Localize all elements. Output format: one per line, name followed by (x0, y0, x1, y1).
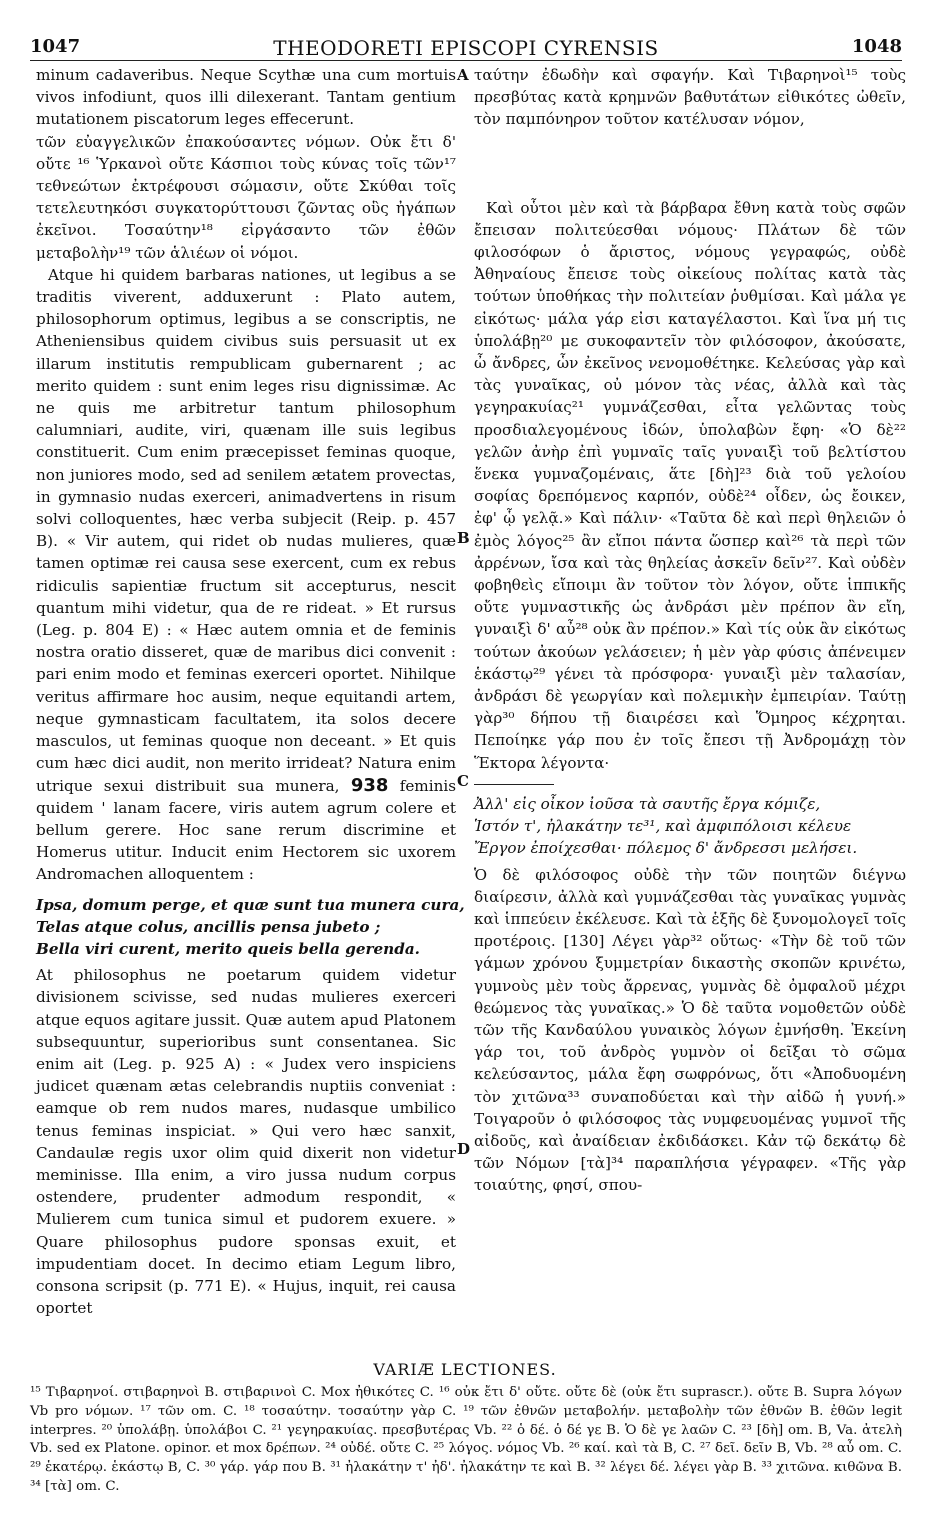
greek-paragraph-2: Καὶ οὗτοι μὲν καὶ τὰ βάρβαρα ἔθνη κατὰ τοὺς σφῶν ἔπεισαν πολιτεύεσθαι νόμους· Πλάτων δὲ τῶν φιλοσόφων ὁ ἄριστος, νόμους γεγραφώς, οὐδὲ Ἀθηναίους ἔπεισε τοὺς οἰκείους πολίτας κατὰ τὰς τούτων ὑποθήκας τὴν πολιτείαν ῥυθμίσαι. Καὶ μάλα γε εἰκότως· μάλα γάρ εἰσι καταγέλαστοι. Καὶ ἵνα μή τις ὑπολάβῃ²⁰ με συκοφαντεῖν τὸν φιλόσοφον, ἀκούσατε, ὦ ἄνδρες, ὧν ἐκεῖνος νενομοθέτηκε. Κελεύσας γὰρ καὶ τὰς γυναῖκας, οὐ μόνον τὰς νέας, ἀλλὰ καὶ τὰς γεγηρακυίας²¹ γυμνάζεσθαι, εἶτα γελῶντας τοὺς προσδιαλεγομένους ἰδών, ὑπολαβὼν ἔφη· «Ὁ δὲ²² γελῶν ἀνὴρ ἐπὶ γυμναῖς ταῖς γυναιξὶ τοῦ βελτίστου ἕνεκα γυμναζομέναις, ἅτε [δὴ]²³ διὰ τοῦ γελοίου σοφίας δρεπόμενος καρπόν, οὐδὲ²⁴ οἶδεν, ὡς ἔοικεν, ἐφ' ᾧ γελᾷ.» Καὶ πάλιν· «Ταῦτα δὲ καὶ περὶ θηλειῶν ὁ ἐμὸς λόγος²⁵ ἂν εἴποι πάντα ὥσπερ καὶ²⁶ τὰ περὶ τῶν ἀρρένων, ἴσα καὶ τὰς θηλείας ἀσκεῖν δεῖν²⁷. Καὶ οὐδὲν φοβηθεὶς εἴποιμι ἂν τοῦτον τὸν λόγον, οὔτε ἱππικῆς οὔτε γυμναστικῆς ὡς ἀνδράσι μὲν πρέπον ἂν εἴη, γυναιξὶ δ' αὖ²⁸ οὐκ ἂν πρέπον.» Καὶ τίς οὐκ ἂν εἰκότως τούτων ἀκούων γελάσειεν; ἡ μὲν γὰρ φύσις ἀπένειμεν ἑκάστῳ²⁹ γένει τὰ πρόσφορα· γυναιξὶ μὲν ταλασίαν, ἀνδράσι δὲ γεωργίαν καὶ πολεμικὴν ἐμπειρίαν. Ταύτῃ γὰρ³⁰ δήπου τῇ διαιρέσει καὶ Ὅμηρος κέχρηται. Πεποίηκε γάρ που ἐν τοῖς ἔπεσι τῇ Ἀνδρομάχῃ τὸν Ἕκτορα λέγοντα· (474, 198, 906, 772)
greek-verse (474, 793, 906, 860)
column-number: 938 (350, 774, 389, 796)
greek-verse-line: Ἱστόν τ', ἠλακάτην τε³¹, καὶ ἀμφιπόλοισι κέλευε (474, 817, 852, 836)
page-header (30, 36, 902, 61)
greek-verse-line: Ἔργον ἐποίχεσθαι· πόλεμος δ' ἄνδρεσσι μελήσει. (474, 839, 858, 858)
greek-paragraph-1: ταύτην ἐδωδὴν καὶ σφαγήν. Καὶ Τιβαρηνοὶ¹⁵ τοὺς πρεσβύτας κατὰ κρημνῶν βαθυτάτων εἰθικότες ὠθεῖν, τὸν παμπόνηρον τοῦτον κατέλυσαν νόμον, (474, 66, 906, 129)
latin-verse-line: Ipsa, domum perge, et quæ sunt tua munera cura, (36, 895, 465, 914)
latin-paragraph-2b: feminis quidem ' lanam facere, viris autem agrum colere et bellum gerere. Hoc sane rerum discrimine et Homerus utitur. Inducit enim Hectorem sic uxorem Andromachen alloquentem : (36, 776, 457, 884)
variae-lectiones-title: VARIÆ LECTIONES. (373, 1360, 557, 1379)
right-page-number: 1048 (851, 36, 902, 57)
greek-run-over-text: τῶν εὐαγγελικῶν ἐπακούσαντες νόμων. Οὐκ ἔτι δ' οὔτε ¹⁶ Ὑρκανοὶ οὔτε Κάσπιοι τοὺς κύνας τοῖς τῶν¹⁷ τεθνεώτων ἐκτρέφουσι σώμασιν, οὔτε Σκύθαι τοῖς τετελευτηκόσι συγκατορύττουσι ζῶντας οὓς ἠγάπων ἐκεῖνοι. Τοσαύτην¹⁸ εἰργάσαντο τῶν ἐθῶν μεταβολὴν¹⁹ τῶν ἁλιέων οἱ νόμοι. (36, 132, 456, 262)
margin-marker-d: D (457, 1140, 471, 1158)
left-page-number: 1047 (30, 36, 81, 57)
latin-paragraph-3: At philosophus ne poetarum quidem videtur divisionem scivisse, sed nudas mulieres exerceri atque equos agitare jussit. Quæ autem apud Platonem subsequuntur, superioribus sunt consentanea. Sic enim ait (Leg. p. 925 A) : « Judex vero inspiciens judicet quænam ætas celebrandis nuptiis conveniat : eamque ob rem nudos mares, nudasque umbilico tenus feminas inspiciat. » Qui vero hæc sanxit, Candaulæ regis uxor olim quid dixerit non videtur meminisse. Illa enim, a viro jussa nudum corpus ostendere, prudenter admodum respondit, « Mulierem cum tunica simul et pudorem exuere. » Quare philosophus pudore sponsas exuit, et impudentiam docet. In decimo etiam Legum libro, consona scripsit (p. 771 E). « Hujus, inquit, rei causa oportet (36, 966, 456, 1318)
margin-marker-a: A (457, 66, 469, 84)
divider (474, 784, 554, 785)
running-title: THEODORETI EPISCOPI CYRENSIS (273, 36, 659, 60)
latin-paragraph-1: minum cadaveribus. Neque Scythæ una cum mortuis vivos infodiunt, quos illi dilexerant. Tantam gentium mutationem piscatorum leges effecerunt. (36, 66, 456, 129)
greek-column (474, 64, 906, 1197)
greek-verse-line: Ἀλλ' εἰς οἶκον ἰοῦσα τὰ σαυτῆς ἔργα κόμιζε, (474, 794, 821, 813)
greek-paragraph-3: Ὁ δὲ φιλόσοφος οὐδὲ τὴν τῶν ποιητῶν διέγνω διαίρεσιν, ἀλλὰ καὶ γυμνάζεσθαι τὰς γυναῖκας γυμνὰς καὶ ἱππεύειν ἐκέλευσε. Καὶ τὰ ἑξῆς δὲ ξυνομολογεῖ τοῖς προτέροις. [130] Λέγει γὰρ³² οὕτως· «Τὴν δὲ τοῦ τῶν γάμων χρόνου ξυμμετρίαν δικαστὴς σκοπῶν κρινέτω, γυμνοὺς μὲν τοὺς ἄρρενας, γυμνὰς δὲ ὀμφαλοῦ μέχρι θεώμενος τὰς γυναῖκας.» Ὁ δὲ ταῦτα νομοθετῶν οὐδὲ τῶν τῆς Κανδαύλου γυναικὸς λόγων ἐμνήσθη. Ἐκείνη γάρ τοι, τοῦ ἀνδρὸς γυμνὸν οἱ δεῖξαι τὸ σῶμα κελεύσαντος, μάλα ἔφη σωφρόνως, ὅτι «Ἀποδυομένη τὸν χιτῶνα³³ συναποδύεται καὶ τὴν αἰδῶ ἡ γυνή.» Τοιγαροῦν ὁ φιλόσοφος τὰς νυμφευομένας γυμνοῖ τῆς αἰδοῦς, καὶ ἀναίδειαν ἐκδιδάσκει. Κἀν τῷ δεκάτῳ δὲ τῶν Νόμων [τὰ]³⁴ παραπλήσια γέγραφεν. «Τῆς γὰρ τοιαύτης, φησί, σπου- (474, 865, 906, 1195)
margin-marker-b: B (457, 529, 470, 547)
latin-paragraph-2 (36, 264, 456, 886)
latin-verse (36, 894, 465, 961)
latin-verse-line: Telas atque colus, ancillis pensa jubeto ; (36, 917, 381, 936)
latin-paragraph-2a: Atque hi quidem barbaras nationes, ut legibus a se traditis viverent, adduxerunt : Plato autem, philosophorum optimus, legibus a se conscriptis, ne Atheniensibus quidem civibus suis persuasit ut ex illarum institutis rempublicam gubernarent ; ac merito quidem : sunt enim leges risu dignissimæ. Ac ne quis me arbitretur tantum philosophum calumniari, audite, viri, quænam ille suis legibus constituerit. Cum enim præcepisset feminas quoque, non juniores modo, sed ad senilem ætatem provectas, in gymnasio nudas exerceri, animadvertens in risum solvi colloquentes, hæc verba subjecit (Reip. p. 457 B). « Vir autem, qui ridet ob nudas mulieres, quæ tamen optimæ rei causa sese exercent, cum ex rebus ridiculis sapientiæ fructum sit accepturus, nescit quantum mihi videtur, qua de re rideat. » Et rursus (Leg. p. 804 E) : « Hæc autem omnia et de feminis nostra oratio disseret, quæ de maribus dici convenit : pari enim modo et feminas exerceri oportet. Nihilque veritus affirmare hoc ausim, neque equitandi artem, neque gymnasticam facultatem, ita solos decere masculos, ut feminas quoque non deceant. » Et quis cum hæc dici audit, non merito irrideat? Natura enim utrique sexui distribuit sua munera, (36, 265, 456, 795)
latin-verse-line: Bella viri curent, merito queis bella gerenda. (36, 939, 420, 958)
latin-column (36, 64, 465, 1319)
margin-marker-c: C (457, 772, 469, 790)
variae-lectiones-text: ¹⁵ Τιβαρηνοί. στιβαρηνοὶ B. στιβαρινοὶ C. Mox ἠθικότες C. ¹⁶ οὐκ ἔτι δ' οὔτε. οὔτε δὲ (οὐκ ἔτι suprascr.). οὔτε B. Supra λόγων Vb pro νόμων. ¹⁷ τῶν om. C. ¹⁸ τοσαύτην. τοσαύτην γὰρ C. ¹⁹ τῶν ἐθνῶν μεταβολήν. μεταβολὴν τῶν ἐθνῶν B. ἐθῶν legit interpres. ²⁰ ὑπολάβῃ. ὑπολάβοι C. ²¹ γεγηρακυίας. πρεσβυτέρας Vb. ²² ὁ δέ. ὁ δέ γε B. Ὁ δὲ γε λαῶν C. ²³ [δὴ] om. B, Va. ἀτελὴ Vb. sed ex Platone. opinor. et mox δρέπων. ²⁴ οὐδέ. οὔτε C. ²⁵ λόγος. νόμος Vb. ²⁶ καί. καὶ τὰ B, C. ²⁷ δεῖ. δεῖν B, Vb. ²⁸ αὖ om. C. ²⁹ ἑκατέρῳ. ἑκάστῳ B, C. ³⁰ γάρ. γάρ που B. ³¹ ἠλακάτην τ' ἠδ'. ἠλακάτην τε καὶ B. ³² λέγει δέ. λέγει γὰρ B. ³³ χιτῶνα. κιθῶνα B. ³⁴ [τὰ] om. C. (30, 1385, 902, 1494)
